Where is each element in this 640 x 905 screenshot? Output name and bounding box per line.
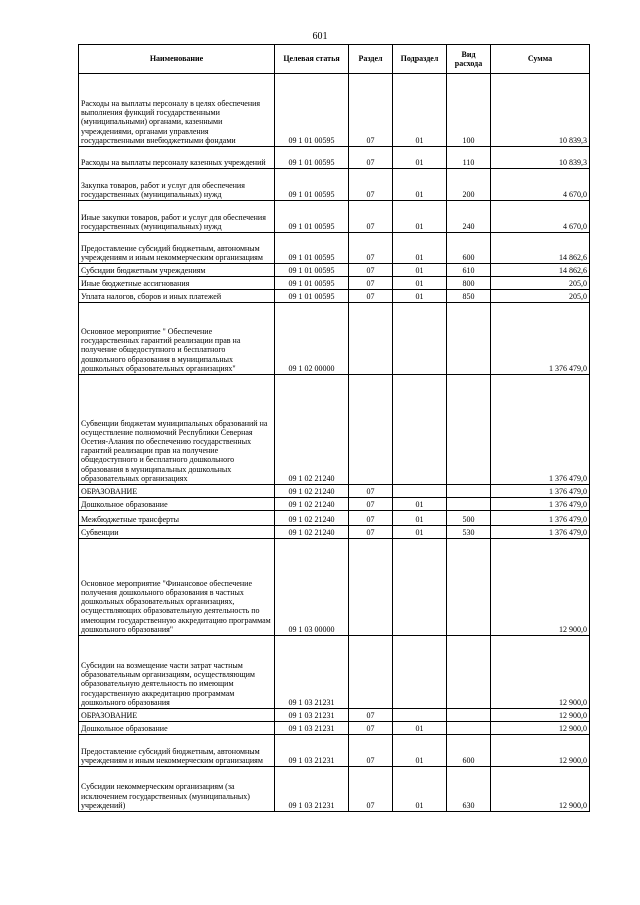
row-subsection: 01 [393, 201, 447, 233]
table-row [79, 74, 590, 147]
table-row [79, 277, 590, 290]
row-name: Субсидии некоммерческим организациям (за исключением государственных (муниципальных) учреждений) [79, 767, 275, 812]
row-subsection: 01 [393, 264, 447, 277]
row-subsection [393, 709, 447, 722]
row-name: ОБРАЗОВАНИЕ [79, 709, 275, 722]
row-expense-type [447, 722, 491, 735]
row-section: 07 [349, 201, 393, 233]
row-amount: 1 376 479,0 [491, 511, 590, 526]
row-subsection [393, 636, 447, 709]
row-target: 09 1 03 21231 [275, 767, 349, 812]
row-section: 07 [349, 498, 393, 511]
row-section: 07 [349, 526, 393, 539]
table-row [79, 767, 590, 812]
row-section: 07 [349, 767, 393, 812]
table-row [79, 539, 590, 636]
row-target: 09 1 03 00000 [275, 539, 349, 636]
table-header-row [79, 45, 590, 74]
row-name: Предоставление субсидий бюджетным, автономным учреждениям и иным некоммерческим организациям [79, 735, 275, 767]
row-subsection: 01 [393, 767, 447, 812]
row-name: Иные бюджетные ассигнования [79, 277, 275, 290]
row-subsection: 01 [393, 722, 447, 735]
row-amount: 12 900,0 [491, 722, 590, 735]
row-subsection [393, 539, 447, 636]
row-expense-type [447, 539, 491, 636]
row-subsection: 01 [393, 290, 447, 303]
row-target: 09 1 01 00595 [275, 264, 349, 277]
row-amount: 12 900,0 [491, 735, 590, 767]
row-name: Предоставление субсидий бюджетным, автономным учреждениям и иным некоммерческим организациям [79, 233, 275, 264]
row-amount: 1 376 479,0 [491, 375, 590, 485]
col-header-target: Целевая статья [275, 45, 349, 74]
row-section [349, 303, 393, 375]
row-target: 09 1 02 21240 [275, 526, 349, 539]
budget-table [78, 44, 590, 812]
row-amount: 1 376 479,0 [491, 498, 590, 511]
row-subsection [393, 303, 447, 375]
row-expense-type: 850 [447, 290, 491, 303]
col-header-amount: Сумма [491, 45, 590, 74]
row-amount: 1 376 479,0 [491, 485, 590, 498]
row-name: Основное мероприятие "Финансовое обеспечение получения дошкольного образования в частных дошкольных образовательных организациях, осуществляющих образовательную деятельность по имеющим государственную аккредитацию программам дошкольного образования" [79, 539, 275, 636]
row-section: 07 [349, 709, 393, 722]
row-section: 07 [349, 735, 393, 767]
row-subsection: 01 [393, 169, 447, 201]
row-section: 07 [349, 169, 393, 201]
row-amount: 12 900,0 [491, 636, 590, 709]
row-name: Расходы на выплаты персоналу казенных учреждений [79, 147, 275, 169]
col-header-subsection: Подраздел [393, 45, 447, 74]
row-amount: 12 900,0 [491, 767, 590, 812]
row-section [349, 375, 393, 485]
row-target: 09 1 02 21240 [275, 498, 349, 511]
row-name: Иные закупки товаров, работ и услуг для обеспечения государственных (муниципальных) нужд [79, 201, 275, 233]
row-target: 09 1 01 00595 [275, 169, 349, 201]
row-name: Субсидии бюджетным учреждениям [79, 264, 275, 277]
table-row [79, 169, 590, 201]
row-subsection: 01 [393, 74, 447, 147]
row-subsection: 01 [393, 147, 447, 169]
row-amount: 12 900,0 [491, 709, 590, 722]
col-header-name: Наименование [79, 45, 275, 74]
row-expense-type [447, 636, 491, 709]
row-target: 09 1 01 00595 [275, 277, 349, 290]
row-target: 09 1 01 00595 [275, 290, 349, 303]
row-subsection: 01 [393, 233, 447, 264]
row-subsection: 01 [393, 511, 447, 526]
row-name: Дошкольное образование [79, 498, 275, 511]
row-subsection [393, 485, 447, 498]
table-row [79, 526, 590, 539]
row-amount: 205,0 [491, 290, 590, 303]
row-subsection: 01 [393, 277, 447, 290]
row-target: 09 1 03 21231 [275, 709, 349, 722]
row-target: 09 1 02 21240 [275, 375, 349, 485]
row-expense-type: 600 [447, 233, 491, 264]
table-row [79, 375, 590, 485]
row-expense-type [447, 709, 491, 722]
row-section: 07 [349, 485, 393, 498]
row-amount: 10 839,3 [491, 147, 590, 169]
row-section [349, 539, 393, 636]
row-subsection: 01 [393, 526, 447, 539]
row-amount: 14 862,6 [491, 264, 590, 277]
row-expense-type: 200 [447, 169, 491, 201]
row-expense-type: 500 [447, 511, 491, 526]
table-row [79, 201, 590, 233]
row-amount: 10 839,3 [491, 74, 590, 147]
row-expense-type: 600 [447, 735, 491, 767]
row-amount: 4 670,0 [491, 201, 590, 233]
row-name: Дошкольное образование [79, 722, 275, 735]
col-header-section: Раздел [349, 45, 393, 74]
table-row [79, 511, 590, 526]
row-target: 09 1 01 00595 [275, 201, 349, 233]
row-amount: 4 670,0 [491, 169, 590, 201]
row-amount: 14 862,6 [491, 233, 590, 264]
row-expense-type: 530 [447, 526, 491, 539]
table-row [79, 498, 590, 511]
row-target: 09 1 01 00595 [275, 147, 349, 169]
row-section: 07 [349, 277, 393, 290]
row-expense-type [447, 485, 491, 498]
row-target: 09 1 01 00595 [275, 74, 349, 147]
row-amount: 205,0 [491, 277, 590, 290]
row-expense-type: 800 [447, 277, 491, 290]
table-row [79, 485, 590, 498]
row-section: 07 [349, 511, 393, 526]
row-expense-type: 630 [447, 767, 491, 812]
table-row [79, 147, 590, 169]
row-section: 07 [349, 74, 393, 147]
row-section: 07 [349, 722, 393, 735]
row-amount: 1 376 479,0 [491, 526, 590, 539]
row-subsection [393, 375, 447, 485]
table-row [79, 636, 590, 709]
row-name: Уплата налогов, сборов и иных платежей [79, 290, 275, 303]
row-amount: 12 900,0 [491, 539, 590, 636]
table-row [79, 264, 590, 277]
row-amount: 1 376 479,0 [491, 303, 590, 375]
row-target: 09 1 02 00000 [275, 303, 349, 375]
row-target: 09 1 01 00595 [275, 233, 349, 264]
row-section: 07 [349, 264, 393, 277]
table-row [79, 735, 590, 767]
row-expense-type [447, 303, 491, 375]
row-section [349, 636, 393, 709]
row-target: 09 1 02 21240 [275, 511, 349, 526]
row-name: Закупка товаров, работ и услуг для обеспечения государственных (муниципальных) нужд [79, 169, 275, 201]
row-subsection: 01 [393, 735, 447, 767]
row-name: Межбюджетные трансферты [79, 511, 275, 526]
row-expense-type [447, 498, 491, 511]
table-row [79, 303, 590, 375]
row-name: Субсидии на возмещение части затрат частным образовательным организациям, осуществляющим образовательную деятельность по имеющим государственную аккредитацию программам дошкольного образования [79, 636, 275, 709]
row-expense-type [447, 375, 491, 485]
row-target: 09 1 03 21231 [275, 636, 349, 709]
row-name: Расходы на выплаты персоналу в целях обеспечения выполнения функций государственными (муниципальными) органами, казенными учреждениями, органами управления государственными внебюджетными фондами [79, 74, 275, 147]
row-expense-type: 110 [447, 147, 491, 169]
row-section: 07 [349, 233, 393, 264]
row-section: 07 [349, 147, 393, 169]
page-number: 601 [312, 31, 328, 42]
row-expense-type: 610 [447, 264, 491, 277]
table-row [79, 709, 590, 722]
col-header-expense-type: Вид расхода [447, 45, 491, 74]
table-row [79, 233, 590, 264]
row-section: 07 [349, 290, 393, 303]
table-row [79, 290, 590, 303]
row-target: 09 1 03 21231 [275, 722, 349, 735]
row-name: Основное мероприятие " Обеспечение государственных гарантий реализации прав на получение общедоступного и бесплатного дошкольного образования в муниципальных дошкольных образовательных организациях" [79, 303, 275, 375]
row-expense-type: 100 [447, 74, 491, 147]
row-expense-type: 240 [447, 201, 491, 233]
row-name: ОБРАЗОВАНИЕ [79, 485, 275, 498]
row-name: Субвенции [79, 526, 275, 539]
table-row [79, 722, 590, 735]
row-target: 09 1 02 21240 [275, 485, 349, 498]
row-subsection: 01 [393, 498, 447, 511]
row-name: Субвенции бюджетам муниципальных образований на осуществление полномочий Республики Северная Осетия-Алания по обеспечению государственных гарантий реализации прав на получение общедоступного и бесплатного дошкольного образования в муниципальных дошкольных образовательных организациях [79, 375, 275, 485]
row-target: 09 1 03 21231 [275, 735, 349, 767]
